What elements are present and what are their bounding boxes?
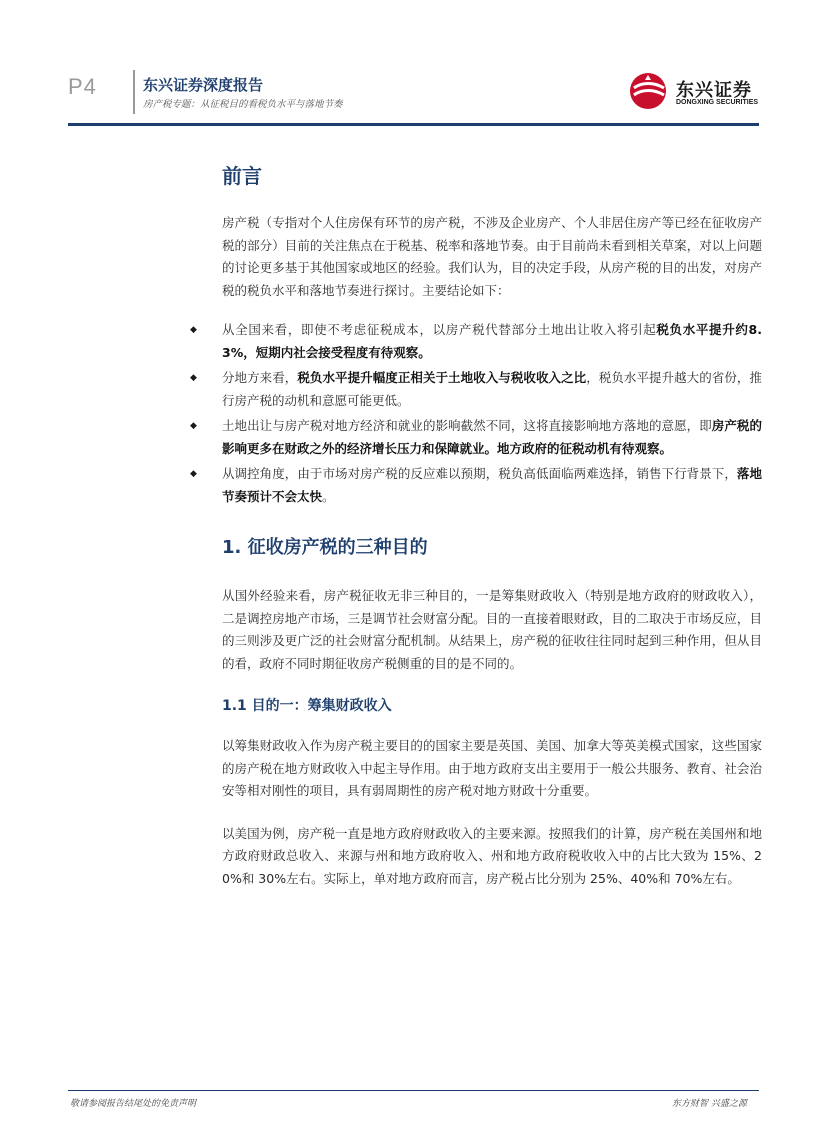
- report-title: 东兴证券深度报告: [143, 76, 264, 94]
- list-item: ◆ 从全国来看，即使不考虑征税成本，以房产税代替部分土地出让收入将引起税负水平提升约8.3%，短期内社会接受程度有待观察。: [222, 319, 762, 364]
- company-slogan: 东方财智 兴盛之源: [672, 1099, 747, 1109]
- disclaimer-note: 敬请参阅报告结尾处的免责声明: [70, 1099, 197, 1109]
- footer-rule: [68, 1090, 759, 1091]
- section-1-heading: 1. 征收房产税的三种目的: [222, 537, 428, 558]
- page-number: P4: [68, 74, 97, 99]
- header-divider: [133, 70, 135, 114]
- logo-mark-icon: [628, 72, 670, 110]
- section-1-1-paragraph-1: 以筹集财政收入作为房产税主要目的的国家主要是英国、美国、加拿大等英美模式国家，这些国家的房产税在地方财政收入中起主导作用。由于地方政府支出主要用于一般公共服务、教育、社会治安等相对刚性的项目，具有弱周期性的房产税对地方财政十分重要。: [222, 738, 762, 798]
- list-item: ◆ 分地方来看，税负水平提升幅度正相关于土地收入与税收收入之比，税负水平提升越大的省份，推行房产税的动机和意愿可能更低。: [222, 367, 762, 412]
- preface-intro: 房产税（专指对个人住房保有环节的房产税，不涉及企业房产、个人非居住房产等已经在征收房产税的部分）目前的关注焦点在于税基、税率和落地节奏。由于目前尚未看到相关草案，对以上问题的讨论更多基于其他国家或地区的经验。我们认为，目的决定手段，从房产税的目的出发，对房产税的税负水平和落地节奏进行探讨。主要结论如下：: [222, 215, 762, 298]
- page-header: [0, 0, 827, 130]
- diamond-bullet-icon: ◆: [190, 421, 197, 431]
- report-subtitle: 房产税专题：从征税目的看税负水平与落地节奏: [143, 99, 343, 110]
- list-item: ◆ 土地出让与房产税对地方经济和就业的影响截然不同，这将直接影响地方落地的意愿，即房产税的影响更多在财政之外的经济增长压力和保障就业。地方政府的征税动机有待观察。: [222, 415, 762, 460]
- list-item: ◆ 从调控角度，由于市场对房产税的反应难以预期，税负高低面临两难选择，销售下行背景下，落地节奏预计不会太快。: [222, 463, 762, 508]
- diamond-bullet-icon: ◆: [190, 469, 197, 479]
- section-1-paragraph: 从国外经验来看，房产税征收无非三种目的，一是筹集财政收入（特别是地方政府的财政收入），二是调控房地产市场，三是调节社会财富分配。目的一直接着眼财政，目的二取决于市场反应，目的三则涉及更广泛的社会财富分配机制。从结果上，房产税的征收往往同时起到三种作用，但从目的看，政府不同时期征收房产税侧重的目的是不同的。: [222, 588, 762, 671]
- section-1-1-paragraph-2: 以美国为例，房产税一直是地方政府财政收入的主要来源。按照我们的计算，房产税在美国州和地方政府财政总收入、来源与州和地方政府收入、州和地方政府税收收入中的占比大致为 15%、20%和 30%左右。实际上，单对地方政府而言，房产税占比分别为 25%、40%和 70%左右。: [222, 825, 762, 886]
- preface-heading: 前言: [222, 164, 262, 188]
- company-logo: [628, 72, 768, 112]
- logo-text-en: DONGXING SECURITIES: [676, 99, 759, 106]
- report-body: [190, 150, 762, 890]
- diamond-bullet-icon: ◆: [190, 325, 197, 335]
- diamond-bullet-icon: ◆: [190, 373, 197, 383]
- conclusion-list: [190, 319, 762, 508]
- header-rule: [68, 123, 759, 126]
- logo-text-cn: 东兴证券: [676, 80, 752, 101]
- section-1-1-heading: 1.1 目的一：筹集财政收入: [222, 698, 392, 714]
